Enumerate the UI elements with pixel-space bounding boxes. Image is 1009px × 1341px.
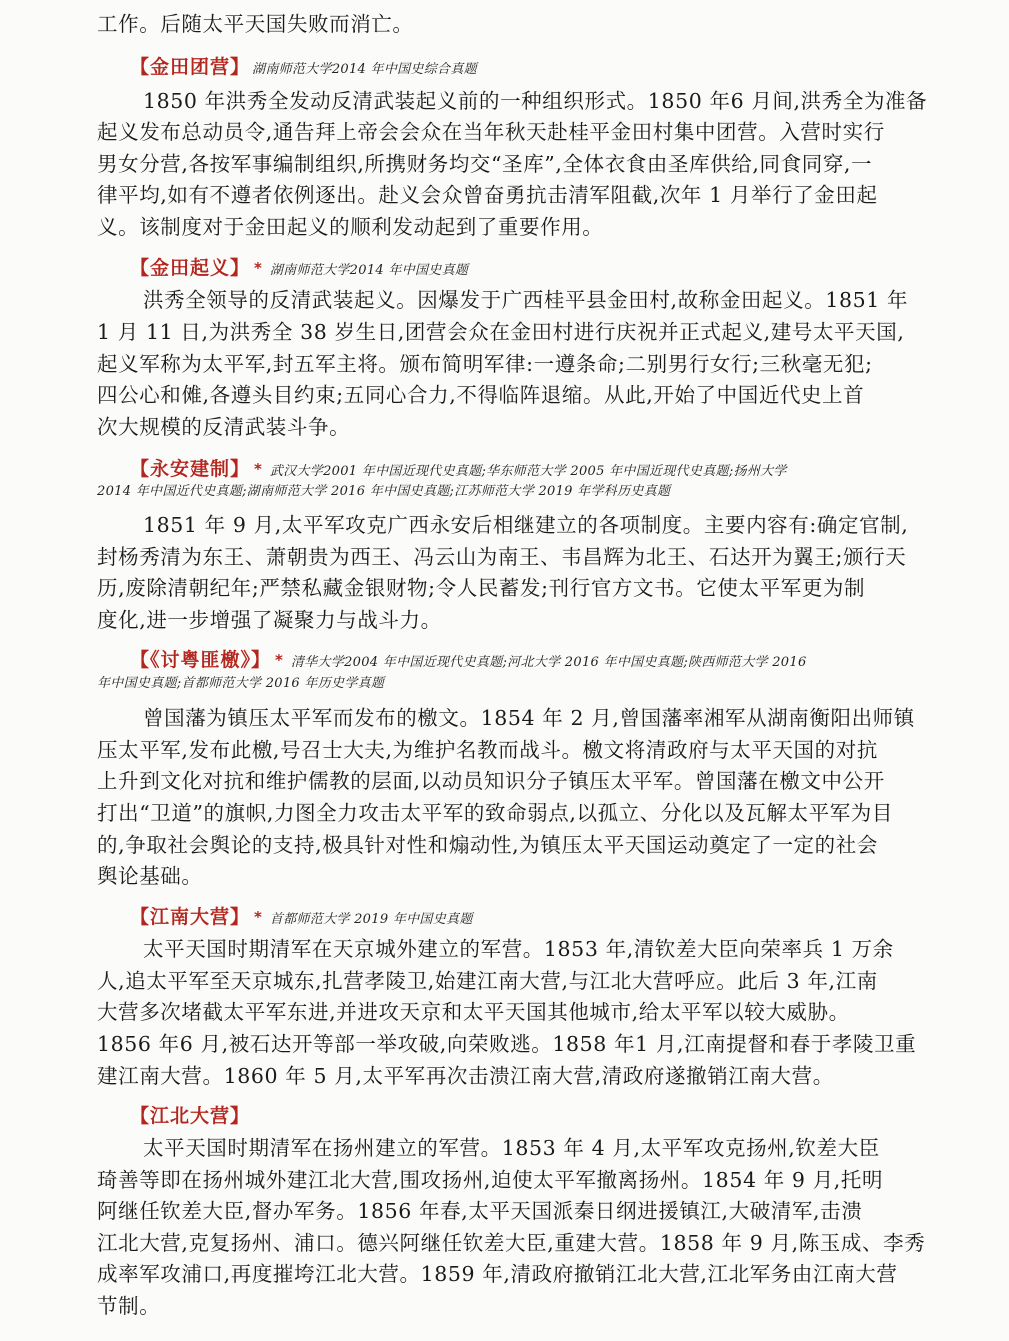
key-point-star: *: [254, 259, 262, 277]
entry-source: 武汉大学2001 年中国近现代史真题;华东师范大学 2005 年中国近现代史真题;扬州大学: [269, 464, 787, 479]
entry-source-continued: 2014 年中国近代史真题;湖南师范大学 2016 年中国史真题;江苏师范大学 2019 年学科历史真题: [97, 484, 671, 499]
entry-text-line: 曾国藩为镇压太平军而发布的檄文。1854 年 2 月,曾国藩率湘军从湖南衡阳出师镇: [143, 706, 915, 730]
key-point-star: *: [254, 460, 262, 478]
entry-text-line: 封杨秀清为东王、萧朝贵为西王、冯云山为南王、韦昌辉为北王、石达开为翼王;颁行天: [97, 545, 907, 569]
key-point-star: *: [275, 651, 283, 669]
entry-text-line: 阿继任钦差大臣,督办军务。1856 年春,太平天国派秦日纲进援镇江,大破清军,击溃: [97, 1199, 863, 1223]
entry-text-line: 度化,进一步增强了凝聚力与战斗力。: [97, 608, 442, 632]
entry-term: 【江北大营】: [130, 1105, 251, 1127]
entry-text-line: 上升到文化对抗和维护儒教的层面,以动员知识分子镇压太平军。曾国藩在檄文中公开: [97, 769, 885, 793]
entry-text-line: 洪秀全领导的反清武装起义。因爆发于广西桂平县金田村,故称金田起义。1851 年: [143, 288, 909, 312]
entry-text-line: 1856 年6 月,被石达开等部一举攻破,向荣败逃。1858 年1 月,江南提督和春于孝陵卫重: [97, 1032, 917, 1056]
entry-heading: [130, 256, 468, 283]
entry-text-line: 1851 年 9 月,太平军攻克广西永安后相继建立的各项制度。主要内容有:确定官制,: [143, 513, 909, 537]
entry-heading: [130, 457, 787, 484]
entry-source: 清华大学2004 年中国近现代史真题;河北大学 2016 年中国史真题;陕西师范大学 2016: [290, 655, 807, 670]
entry-heading: [130, 905, 473, 932]
entry-text-line: 起义军称为太平军,封五军主将。颁布简明军律:一遵条命;二别男行女行;三秋毫无犯;: [97, 352, 873, 376]
entry-text-line: 成率军攻浦口,再度摧垮江北大营。1859 年,清政府撤销江北大营,江北军务由江南大营: [97, 1262, 898, 1286]
entry-source-continued: 年中国史真题;首都师范大学 2016 年历史学真题: [97, 676, 385, 691]
entry-text-line: 义。该制度对于金田起义的顺利发动起到了重要作用。: [97, 215, 604, 239]
entry-text-line: 律平均,如有不遵者依例逐出。赴义会众曾奋勇抗击清军阻截,次年 1 月举行了金田起: [97, 183, 878, 207]
entry-term: 【永安建制】: [130, 458, 251, 480]
entry-text-line: 历,废除清朝纪年;严禁私藏金银财物;令人民蓄发;刊行官方文书。它使太平军更为制: [97, 576, 866, 600]
entry-text-line: 人,追太平军至天京城东,扎营孝陵卫,始建江南大营,与江北大营呼应。此后 3 年,江南: [97, 969, 878, 993]
entry-term: 【金田起义】: [130, 257, 251, 279]
entry-source: 首都师范大学 2019 年中国史真题: [269, 912, 473, 927]
entry-text-line: 舆论基础。: [97, 864, 203, 888]
entry-source: 湖南师范大学2014 年中国史真题: [269, 263, 469, 278]
entry-text-line: 江北大营,克复扬州、浦口。德兴阿继任钦差大臣,重建大营。1858 年 9 月,陈玉成、李秀: [97, 1231, 926, 1255]
entry-text-line: 起义发布总动员令,通告拜上帝会会众在当年秋天赴桂平金田村集中团营。入营时实行: [97, 120, 885, 144]
entry-text-line: 太平天国时期清军在天京城外建立的军营。1853 年,清钦差大臣向荣率兵 1 万余: [143, 937, 894, 961]
entry-source: 湖南师范大学2014 年中国史综合真题: [252, 62, 477, 77]
entry-term: 【江南大营】: [130, 906, 251, 928]
entry-text-line: 男女分营,各按军事编制组织,所携财务均交“圣库”,全体衣食由圣库供给,同食同穿,一: [97, 152, 873, 176]
entry-heading: [130, 648, 807, 675]
entry-text-line: 大营多次堵截太平军东进,并进攻天京和太平天国其他城市,给太平军以较大威胁。: [97, 1000, 850, 1024]
entry-term: 【金田团营】: [130, 56, 251, 78]
entry-heading: [130, 1104, 250, 1129]
key-point-star: *: [254, 908, 262, 926]
intro-line: 工作。后随太平天国失败而消亡。: [97, 12, 414, 36]
entry-text-line: 打出“卫道”的旗帜,力图全力攻击太平军的致命弱点,以孤立、分化以及瓦解太平军为目: [97, 801, 893, 825]
entry-text-line: 太平天国时期清军在扬州建立的军营。1853 年 4 月,太平军攻克扬州,钦差大臣: [143, 1136, 880, 1160]
entry-text-line: 1 月 11 日,为洪秀全 38 岁生日,团营会众在金田村进行庆祝并正式起义,建号太平天国,: [97, 320, 905, 344]
entry-term: 【《讨粤匪檄》】: [130, 649, 272, 671]
entry-text-line: 1850 年洪秀全发动反清武装起义前的一种组织形式。1850 年6 月间,洪秀全为准备: [143, 89, 928, 113]
entry-text-line: 建江南大营。1860 年 5 月,太平军再次击溃江南大营,清政府遂撤销江南大营。: [97, 1064, 834, 1088]
entry-text-line: 次大规模的反清武装斗争。: [97, 415, 351, 439]
entry-text-line: 的,争取社会舆论的支持,极具针对性和煽动性,为镇压太平天国运动奠定了一定的社会: [97, 833, 878, 857]
entry-text-line: 琦善等即在扬州城外建江北大营,围攻扬州,迫使太平军撤离扬州。1854 年 9 月,托明: [97, 1168, 884, 1192]
entry-text-line: 节制。: [97, 1294, 161, 1318]
entry-text-line: 压太平军,发布此檄,号召士大夫,为维护名教而战斗。檄文将清政府与太平天国的对抗: [97, 738, 878, 762]
entry-heading: [130, 55, 477, 82]
entry-text-line: 四公心和傩,各遵头目约束;五同心合力,不得临阵退缩。从此,开始了中国近代史上首: [97, 383, 865, 407]
